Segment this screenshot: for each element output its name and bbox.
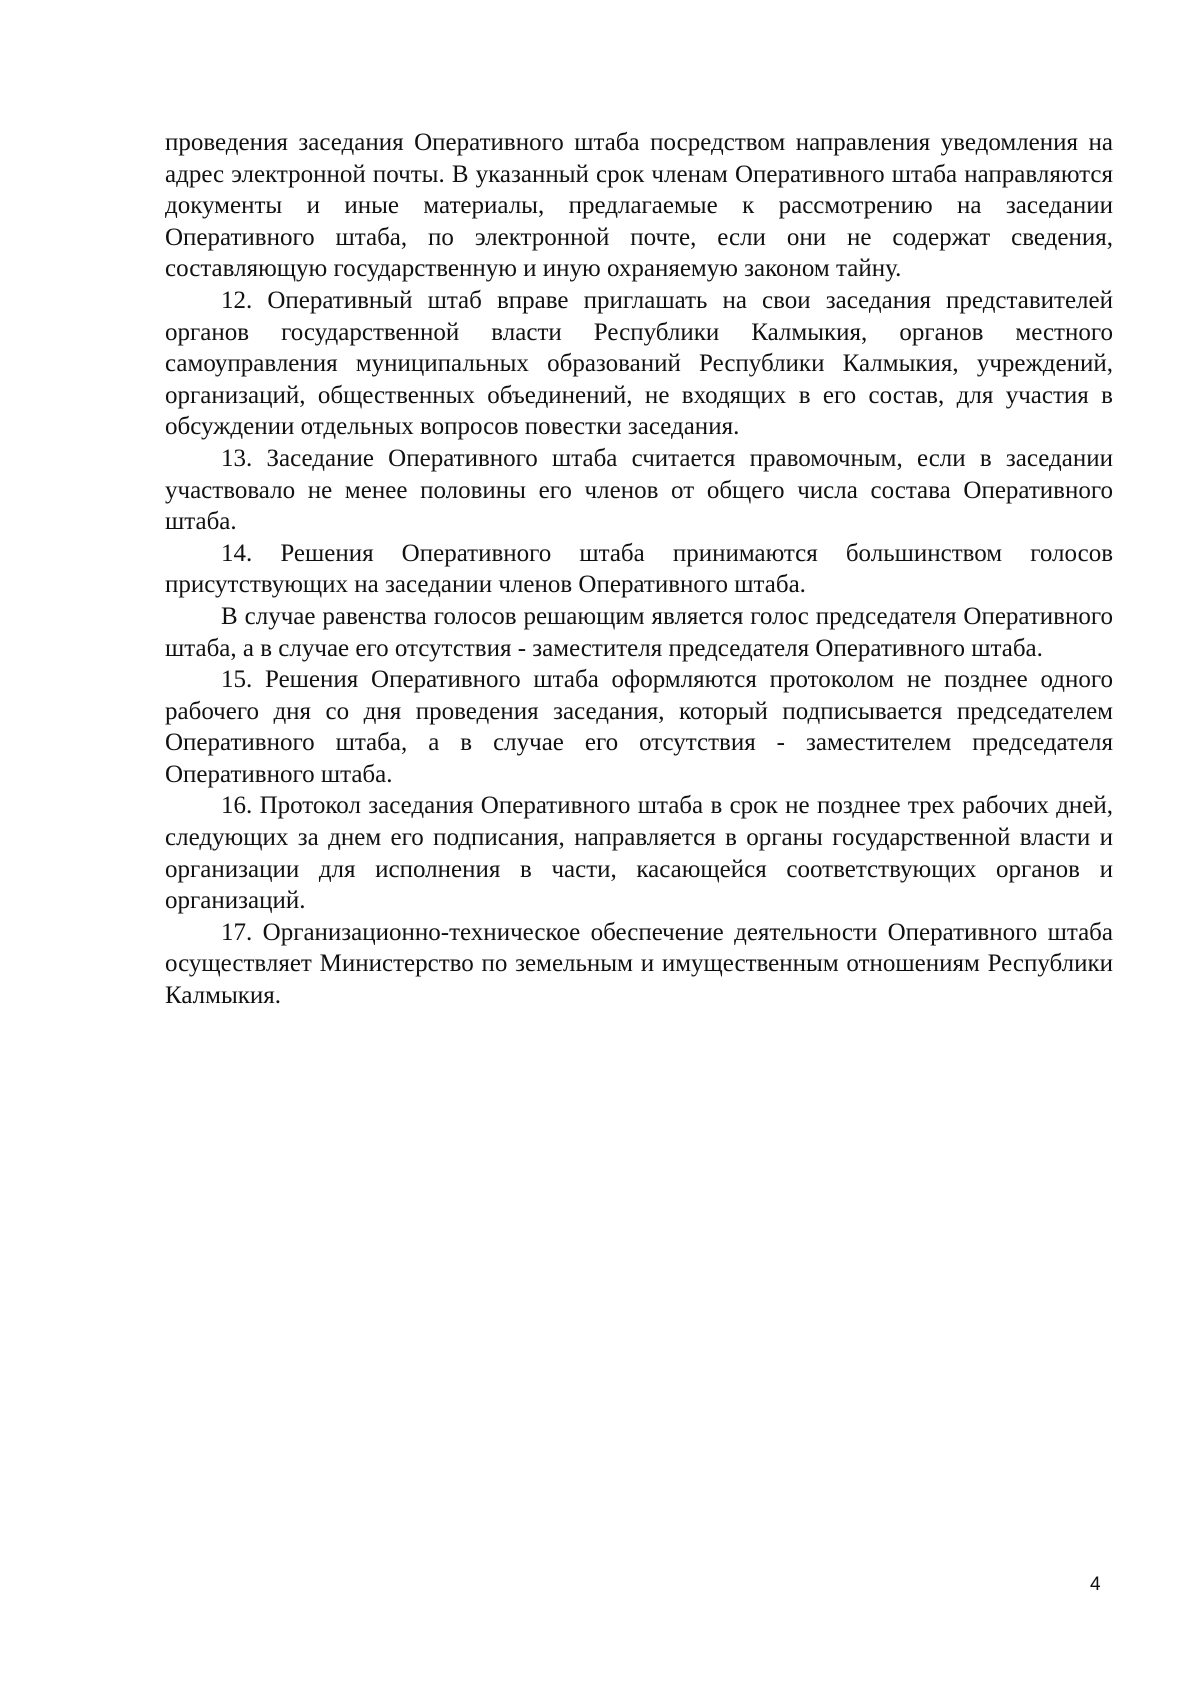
- paragraph-continuation: проведения заседания Оперативного штаба посредством направления уведомления на адрес электронной почты. В указанный срок членам Оперативного штаба направляются документы и иные материалы, предлагаемые к рассмотрению на заседании Оперативного штаба, по электронной почте, если они не содержат сведения, составляющую государственную и иную охраняемую законом тайну.: [165, 129, 1113, 283]
- document-body: [165, 127, 1113, 1012]
- paragraph-item-14: 14. Решения Оперативного штаба принимаются большинством голосов присутствующих на заседании членов Оперативного штаба.: [165, 539, 1113, 599]
- paragraph-item-12: 12. Оперативный штаб вправе приглашать на свои заседания представителей органов государственной власти Республики Калмыкия, органов местного самоуправления муниципальных образований Республики Калмыкия, учреждений, организаций, общественных объединений, не входящих в его состав, для участия в обсуждении отдельных вопросов повестки заседания.: [165, 286, 1113, 441]
- paragraph-item-13: 13. Заседание Оперативного штаба считается правомочным, если в заседании участвовало не менее половины его членов от общего числа состава Оперативного штаба.: [165, 444, 1113, 536]
- paragraph-item-16: 16. Протокол заседания Оперативного штаба в срок не позднее трех рабочих дней, следующих за днем его подписания, направляется в органы государственной власти и организации для исполнения в части, касающейся соответствующих органов и организаций.: [165, 792, 1113, 915]
- paragraph-item-14-tie-vote: В случае равенства голосов решающим является голос председателя Оперативного штаба, а в случае его отсутствия - заместителя председателя Оперативного штаба.: [165, 602, 1113, 662]
- paragraph-item-15: 15. Решения Оперативного штаба оформляются протоколом не позднее одного рабочего дня со дня проведения заседания, который подписывается председателем Оперативного штаба, а в случае его отсутствия - заместителем председателя Оперативного штаба.: [165, 666, 1113, 788]
- page-number: 4: [1090, 1574, 1101, 1595]
- paragraph-item-17: 17. Организационно-техническое обеспечение деятельности Оперативного штаба осуществляет Министерство по земельным и имущественным отношениям Республики Калмыкия.: [165, 918, 1113, 1010]
